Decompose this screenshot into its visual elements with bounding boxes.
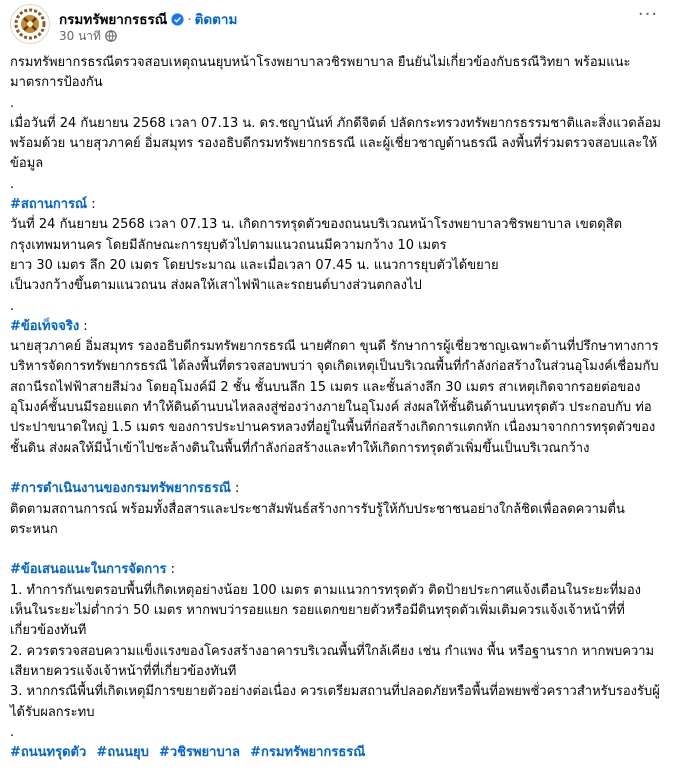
- situation-heading: [10, 195, 662, 215]
- hashtag-link[interactable]: #ถนนทรุดตัว: [10, 745, 87, 761]
- hashtag-row: [10, 743, 662, 763]
- facts-heading: [10, 317, 662, 337]
- post-title: กรมทรัพยากรธรณีตรวจสอบเหตุถนนยุบหน้าโรงพยาบาลวชิรพยาบาล ยืนยันไม่เกี่ยวข้องกับธรณีวิทยา พร้อมแนะมาตรการป้องกัน: [10, 55, 631, 91]
- more-options-button[interactable]: ···: [637, 4, 659, 25]
- verified-badge-icon: [171, 13, 184, 30]
- dmr-logo-icon: [11, 5, 49, 43]
- hashtag-recommendations[interactable]: #ข้อเสนอแนะในการจัดการ: [10, 562, 167, 578]
- separator-dot: .: [10, 724, 15, 740]
- recommendation-item: 3. หากกรณีพื้นที่เกิดเหตุมีการขยายตัวอย่างต่อเนื่อง ควรเตรียมสถานที่ปลอดภัยหรือพื้นที่อพยพชั่วคราวสำหรับรองรับผู้ได้รับผลกระทบ: [10, 684, 660, 720]
- recommendations-heading: [10, 560, 662, 580]
- hashtag-operations[interactable]: #การดำเนินงานของกรมทรัพยากรธรณี: [10, 481, 231, 497]
- facts-text: นายสุวภาคย์ อิ่มสมุทร รองอธิบดีกรมทรัพยากรธรณี นายศักดา ขุนดี รักษาการผู้เชี่ยวชาญเฉพาะด้านที่ปรึกษาทางการบริหารจัดการทรัพยากรธรณี ได้ลงพื้นที่ตรวจสอบพบว่า จุดเกิดเหตุเป็นบริเวณพื้นที่กำลังก่อสร้างในส่วนอุโมงค์เชื่อมกับสถานีรถไฟฟ้าสายสีม่วง โดยอุโมงค์มี 2 ชั้น ชั้นบนลึก 15 เมตร และชั้นล่างลึก 30 เมตร สาเหตุเกิดจากรอยต่อของอุโมงค์ชั้นบนมีรอยแตก ทำให้ดินด้านบนไหลลงสู่ช่องว่างภายในอุโมงค์ ส่งผลให้ชั้นดินด้านบนทรุดตัว ประกอบกับ ท่อประปาขนาดใหญ่ 1.5 เมตร ของการประปานครหลวงที่อยู่ในพื้นที่ก่อสร้างเกิดการแตกหัก เนื่องมาจากการทรุดตัวของชั้นดิน ส่งผลให้มีน้ำเข้าไปชะล้างดินในพื้นที่กำลังก่อสร้างและทำให้เกิดการทรุดตัวเพิ่มขึ้นเป็นบริเวณกว้าง: [10, 339, 659, 456]
- recommendation-item: 1. ทำการกันเขตรอบพื้นที่เกิดเหตุอย่างน้อย 100 เมตร ตามแนวการทรุดตัว ติดป้ายประกาศแจ้งเตือนในระยะที่มองเห็นในระยะไม่ต่ำกว่า 50 เมตร หากพบว่ารอยแยก รอยแตกขยายตัวหรือมีดินทรุดตัวเพิ่มเติมควรแจ้งเจ้าหน้าที่ที่เกี่ยวข้องทันที: [10, 582, 642, 639]
- separator-dot: ·: [187, 12, 192, 28]
- separator-dot: .: [10, 298, 15, 314]
- operations-heading: [10, 479, 662, 499]
- heading-colon: :: [230, 481, 240, 497]
- post-body: [10, 53, 662, 763]
- globe-icon: [105, 30, 117, 45]
- post-intro: เมื่อวันที่ 24 กันยายน 2568 เวลา 07.13 น. ดร.ชญานันท์ ภักดีจิตต์ ปลัดกระทรวงทรัพยากรธรรมชาติและสิ่งแวดล้อม พร้อมด้วย นายสุวภาคย์ อิ่มสมุทร รองอธิบดีกรมทรัพยากรธรณี และผู้เชี่ยวชาญด้านธรณี ลงพื้นที่ร่วมตรวจสอบและให้ข้อมูล: [10, 115, 661, 172]
- hashtag-link[interactable]: #กรมทรัพยากรธรณี: [250, 745, 366, 761]
- separator-dot: .: [10, 176, 15, 192]
- page-name-link[interactable]: กรมทรัพยากรธรณี: [59, 12, 168, 28]
- situation-line: เป็นวงกว้างขึ้นตามแนวถนน ส่งผลให้เสาไฟฟ้าและรถยนต์บางส่วนตกลงไป: [10, 278, 422, 294]
- hashtag-link[interactable]: #ถนนยุบ: [96, 745, 149, 761]
- situation-line: ยาว 30 เมตร ลึก 20 เมตร โดยประมาณ และเมื่อเวลา 07.45 น. แนวการยุบตัวได้ขยาย: [10, 257, 499, 273]
- paragraph-gap: [10, 540, 662, 560]
- hashtag-link[interactable]: #วชิรพยาบาล: [158, 745, 240, 761]
- post-header: [8, 2, 666, 46]
- operations-text: ติดตามสถานการณ์ พร้อมทั้งสื่อสารและประชาสัมพันธ์สร้างการรับรู้ให้กับประชาชนอย่างใกล้ชิดเพื่อลดความตื่นตระหนก: [10, 501, 625, 537]
- paragraph-gap: [10, 459, 662, 479]
- post-meta: [59, 27, 117, 46]
- situation-line: วันที่ 24 กันยายน 2568 เวลา 07.13 น. เกิดการทรุดตัวของถนนบริเวณหน้าโรงพยาบาลวชิรพยาบาล เขตดุสิต: [10, 217, 623, 233]
- hashtag-situation[interactable]: #สถานการณ์: [10, 197, 88, 213]
- follow-button[interactable]: ติดตาม: [194, 12, 238, 28]
- heading-colon: :: [166, 562, 176, 578]
- heading-colon: :: [87, 197, 96, 213]
- situation-line: กรุงเทพมหานคร โดยมีลักษณะการยุบตัวไปตามแนวถนนมีความกว้าง 10 เมตร: [10, 237, 447, 253]
- hashtag-facts[interactable]: #ข้อเท็จจริง: [10, 318, 80, 334]
- separator-dot: .: [10, 95, 15, 111]
- recommendation-item: 2. ควรตรวจสอบความแข็งแรงของโครงสร้างอาคารบริเวณพื้นที่ใกล้เคียง เช่น กำแพง พื้น หรือฐานราก หากพบความเสียหายควรแจ้งเจ้าหน้าที่ที่เกี่ยวข้องทันที: [10, 643, 655, 679]
- heading-colon: :: [79, 318, 88, 334]
- page-avatar[interactable]: [10, 4, 50, 44]
- post-timestamp[interactable]: 30 นาที: [59, 29, 101, 43]
